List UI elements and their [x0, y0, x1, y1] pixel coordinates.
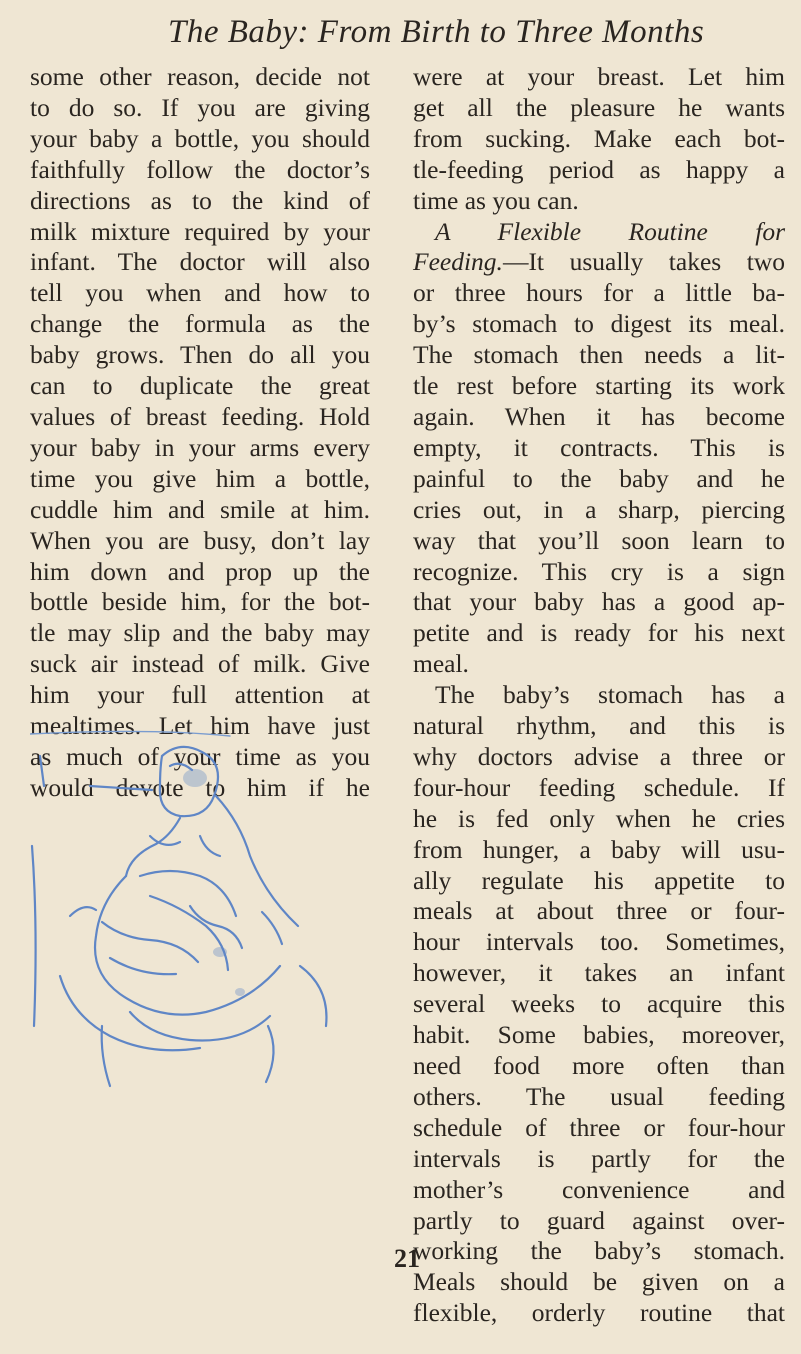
text-line: can to duplicate the great — [30, 371, 370, 401]
text-line: tle may slip and the baby may — [30, 618, 370, 648]
text-line: The baby’s stomach has a — [435, 680, 785, 710]
subheading-continuation: Feeding. — [413, 247, 503, 277]
text-line: partly to guard against over- — [413, 1205, 785, 1235]
text-line: The stomach then needs a lit- — [413, 340, 785, 370]
text-line: ally regulate his appetite to — [413, 865, 785, 895]
text-line: milk mixture required by your — [30, 216, 370, 246]
text-line: that your baby has a good ap- — [413, 587, 785, 617]
text-line: intervals is partly for the — [413, 1143, 785, 1173]
running-header: The Baby: From Birth to Three Months — [168, 14, 705, 50]
text-line: habit. Some babies, moreover, — [413, 1020, 785, 1050]
text-line — [413, 247, 785, 278]
text-line: faithfully follow the doctor’s — [30, 154, 370, 184]
text-line: recognize. This cry is a sign — [413, 556, 785, 586]
text-line: tle-feeding period as happy a — [413, 154, 785, 184]
text-line: flexible, orderly routine that — [413, 1298, 785, 1328]
text-line: to do so. If you are giving — [30, 92, 370, 122]
text-line: When you are busy, don’t lay — [30, 525, 370, 555]
right-column — [413, 62, 785, 1329]
text-line: directions as to the kind of — [30, 185, 370, 215]
text-line: values of breast feeding. Hold — [30, 401, 370, 431]
left-column — [30, 62, 370, 804]
text-line: get all the pleasure he wants — [413, 92, 785, 122]
text-line: infant. The doctor will also — [30, 247, 370, 277]
text-line: again. When it has become — [413, 401, 785, 431]
text-line: tle rest before starting its work — [413, 371, 785, 401]
text-line: him your full attention at — [30, 680, 370, 710]
text-line: baby grows. Then do all you — [30, 340, 370, 370]
text-line: need food more often than — [413, 1051, 785, 1080]
text-line: change the formula as the — [30, 309, 370, 339]
text-line: would devote to him if he — [30, 772, 370, 802]
text-line: way that you’ll soon learn to — [413, 525, 785, 555]
text-line: others. The usual feeding — [413, 1081, 785, 1111]
text-line: cuddle him and smile at him. — [30, 494, 370, 524]
text-line: meals at about three or four- — [413, 896, 785, 926]
text-line: meal. — [413, 649, 469, 679]
text-line: your baby a bottle, you should — [30, 123, 370, 153]
text-line: he is fed only when he cries — [413, 803, 785, 833]
text-fragment: —It usually takes two — [502, 247, 785, 277]
text-line: schedule of three or four-hour — [413, 1112, 785, 1142]
text-line: tell you when and how to — [30, 278, 370, 308]
text-line: hour intervals too. Sometimes, — [413, 927, 785, 957]
text-line: petite and is ready for his next — [413, 618, 785, 648]
text-line: by’s stomach to digest its meal. — [413, 309, 785, 339]
mother-and-baby-illustration — [30, 726, 355, 1096]
text-line: or three hours for a little ba- — [413, 278, 785, 308]
text-line: mealtimes. Let him have just — [30, 711, 370, 741]
text-line: Meals should be given on a — [413, 1267, 785, 1297]
text-line: working the baby’s stomach. — [413, 1236, 785, 1266]
text-line: as much of your time as you — [30, 741, 370, 771]
text-line: your baby in your arms every — [30, 432, 370, 462]
text-line: however, it takes an infant — [413, 958, 785, 988]
text-line: time as you can. — [413, 185, 579, 215]
text-line: suck air instead of milk. Give — [30, 649, 370, 679]
text-line: four-hour feeding schedule. If — [413, 772, 785, 802]
text-line: him down and prop up the — [30, 556, 370, 586]
text-line: mother’s convenience and — [413, 1174, 785, 1204]
text-line: from hunger, a baby will usu- — [413, 834, 785, 864]
text-line: cries out, in a sharp, piercing — [413, 494, 785, 524]
text-line: empty, it contracts. This is — [413, 432, 785, 462]
text-line: natural rhythm, and this is — [413, 711, 785, 741]
page-number: 21 — [394, 1244, 420, 1273]
text-line: some other reason, decide not — [30, 62, 370, 91]
text-line: painful to the baby and he — [413, 463, 785, 493]
text-line: time you give him a bottle, — [30, 463, 370, 493]
text-line: were at your breast. Let him — [413, 62, 785, 91]
text-line: why doctors advise a three or — [413, 741, 785, 771]
text-line: from sucking. Make each bot- — [413, 123, 785, 153]
subheading-flexible-routine: A Flexible Routine for — [435, 216, 785, 246]
text-line: bottle beside him, for the bot- — [30, 587, 370, 617]
text-line: several weeks to acquire this — [413, 989, 785, 1019]
